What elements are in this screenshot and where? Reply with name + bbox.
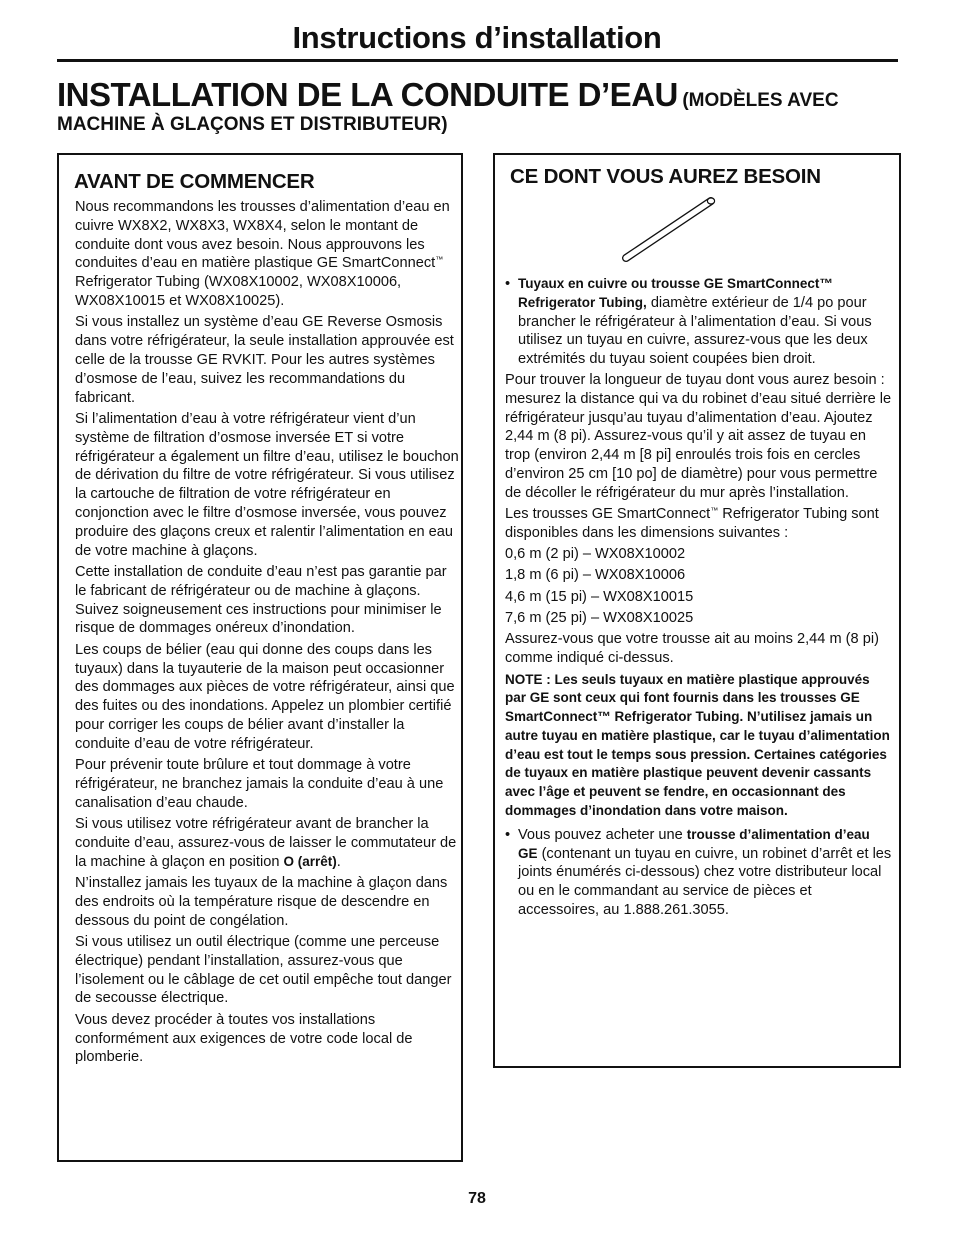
list-item-purchase-kit: • Vous pouvez acheter une trousse d’alimentation d’eau GE (contenant un tuyau en cuivre, un robinet d’arrêt et les joints énumérés ci-dessous) chez votre distributeur local ou en le commandant au service de pièces et accessoires, au 1.888.261.3055. <box>505 826 892 919</box>
off-position-label: O (arrêt) <box>283 853 337 869</box>
paragraph-tube-length: Pour trouver la longueur de tuyau dont vous aurez besoin : mesurez la distance qui va du robinet d’eau situé derrière le réfrigérateur jusqu’au tuyau d’alimentation d’eau. Ajoutez 2,44 m (8 pi). Assurez-vous qu’il y ait assez de tuyau en trop (environ 2,44 m [8 pi] enroulés trois fois en cercles d’environ 25 cm [10 po] de diamètre) pour vous permettre de décoller le réfrigérateur du mur après l’installation. <box>505 371 892 501</box>
section-title-main: INSTALLATION DE LA CONDUITE D’EAU <box>57 76 678 113</box>
kit-size-item: 4,6 m (15 pi) – WX08X10015 <box>505 588 694 605</box>
paragraph-icemaker-off: Si vous utilisez votre réfrigérateur avant de brancher la conduite d’eau, assurez-vous de laisser le commutateur de la machine à glaçon en position O (arrêt). <box>75 816 457 870</box>
bullet-marker: • <box>505 826 511 843</box>
what-you-need-heading: CE DONT VOUS AUREZ BESOIN <box>510 165 821 188</box>
what-you-need-text <box>505 275 893 920</box>
bullet-marker: • <box>505 276 511 292</box>
note-plastic-tubing: NOTE : Les seuls tuyaux en matière plastique approuvés par GE sont ceux qui font fournis dans les trousses GE SmartConnect™ Refrigerator Tubing. N’utilisez jamais un autre tuyau en matière plastique, car le tuyau d’alimentation d’eau est tout le temps sous pression. Certaines catégories de tuyaux en matière plastique peuvent devenir cassants avec l’âge et peuvent se fendre, en occasionnant des dommages d’inondation dans votre maison. <box>505 671 890 819</box>
paragraph-water-hammer: Les coups de bélier (eau qui donne des coups dans les tuyaux) dans la tuyauterie de la maison peut occasionner des dommages aux pièces de votre réfrigérateur, ainsi que des fuites ou des inondations. Appelez un plombier certifié pour corriger les coups de bélier avant d’installer la conduite d’eau de votre réfrigérateur. <box>75 641 455 752</box>
kit-size-item: 7,6 m (25 pi) – WX08X10025 <box>505 609 694 626</box>
section-subtitle-part2: MACHINE À GLAÇONS ET DISTRIBUTEUR) <box>57 114 448 135</box>
before-you-begin-text <box>75 198 460 1070</box>
what-you-need-box <box>493 153 901 1068</box>
paragraph-freezing: N’installez jamais les tuyaux de la machine à glaçon dans des endroits où la température risque de descendre en dessous du point de congélation. <box>75 875 448 929</box>
section-subtitle-part1: (MODÈLES AVEC <box>682 90 839 111</box>
paragraph-warranty: Cette installation de conduite d’eau n’est pas garantie par le fabricant de réfrigérateur ou de machine à glaçons. Suivez soigneusement ces instructions pour minimiser le risque de dommages onéreux d’inondation. <box>75 563 447 637</box>
before-you-begin-heading: AVANT DE COMMENCER <box>74 170 315 193</box>
header-divider <box>57 59 898 62</box>
paragraph-filter-bypass: Si l’alimentation d’eau à votre réfrigérateur vient d’un système de filtration d’osmose inversée ET si votre réfrigérateur a également un filtre d’eau, utilisez le bouchon de dérivation du filtre de votre réfrigérateur. Si vous utilisez la cartouche de filtration de votre réfrigérateur en conjonction avec le filtre d’osmose inversée, vous pouvez produire des glaçons creux et ralentir l’alimentation en eau de votre machine à glaçons. <box>75 410 459 559</box>
paragraph-kit-sizes: Les trousses GE SmartConnect™ Refrigerator Tubing sont disponibles dans les dimensions suivantes : <box>505 506 879 541</box>
paragraph-power-tool: Si vous utilisez un outil électrique (comme une perceuse électrique) pendant l’installation, assurez-vous que l’isolement ou le câblage de cet outil empêche tout danger de secousse électrique. <box>75 934 452 1007</box>
section-title <box>57 78 898 134</box>
list-item-tubing: • Tuyaux en cuivre ou trousse GE SmartConnect™ Refrigerator Tubing, diamètre extérieur de 1/4 po pour brancher le réfrigérateur à l’alimentation d’eau. Si vous utilisez un tuyau en cuivre, assurez-vous que les deux extrémités du tuyau soient coupées bien droit. <box>505 276 872 368</box>
before-you-begin-box <box>57 153 463 1162</box>
copper-tube-icon <box>621 195 721 265</box>
paragraph-reverse-osmosis: Si vous installez un système d’eau GE Reverse Osmosis dans votre réfrigérateur, la seule installation approuvée est celle de la trousse GE RVKIT. Pour les autres systèmes d’osmose de l’eau, suivez les recommandations du fabricant. <box>75 314 454 406</box>
paragraph-kit-minimum: Assurez-vous que votre trousse ait au moins 2,44 m (8 pi) comme indiqué ci-dessus. <box>505 631 879 667</box>
page-number: 78 <box>468 1190 486 1207</box>
paragraph-hot-water: Pour prévenir toute brûlure et tout dommage à votre réfrigérateur, ne branchez jamais la conduite d’eau à une canalisation d’eau chaude. <box>75 757 444 811</box>
paragraph-plumbing-code: Vous devez procéder à toutes vos installations conformément aux exigences de votre code local de plomberie. <box>75 1011 413 1066</box>
paragraph-supply-kits: Nous recommandons les trousses d’alimentation d’eau en cuivre WX8X2, WX8X3, WX8X4, selon le montant de conduite dont vous avez besoin. Nous approuvons les conduites d’eau en matière plastique GE SmartConnect™ Refrigerator Tubing (WX08X10002, WX08X10006, WX08X10015 et WX08X10025). <box>75 199 450 309</box>
kit-size-item: 0,6 m (2 pi) – WX08X10002 <box>505 545 686 562</box>
kit-size-item: 1,8 m (6 pi) – WX08X10006 <box>505 567 686 584</box>
page-header-title: Instructions d’installation <box>292 20 662 55</box>
